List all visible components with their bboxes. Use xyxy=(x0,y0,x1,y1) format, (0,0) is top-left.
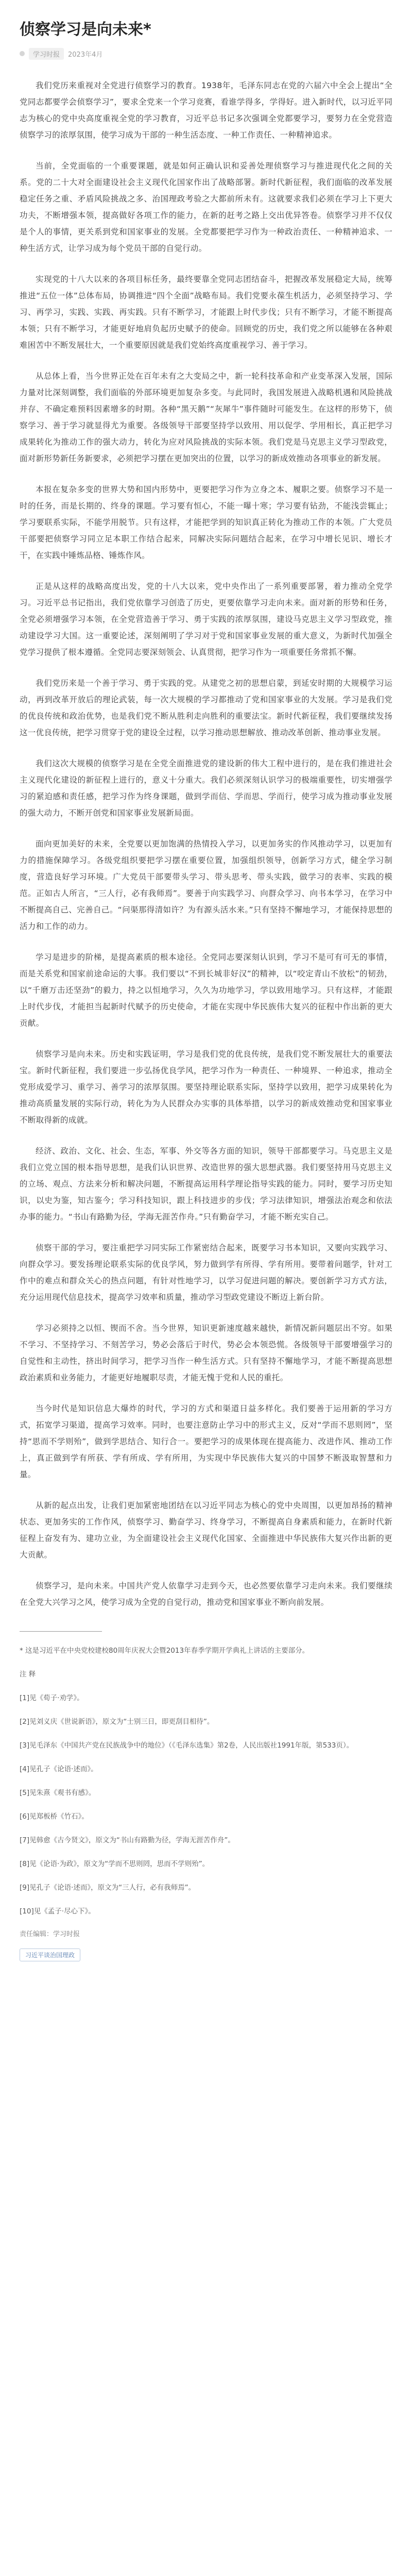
notes-intro: * 这是习近平在中央党校建校80周年庆祝大会暨2013年春季学期开学典礼上讲话的主要部分。 xyxy=(20,1646,310,1655)
note-item: [10]见《孟子·尽心下》。 xyxy=(20,1907,95,1916)
notes-label: 注 释 xyxy=(20,1670,36,1679)
article-paragraph: 我们这次大规模的侦察学习是在全党全面推进党的建设新的伟大工程中进行的，是在我们推进社会主义现代化建设的新征程上进行的，意义十分重大。我们必须深刻认识学习的极端重要性，切实增强学习的紧迫感和责任感，把学习作为终身课题，做到学而信、学而思、学而行，使学习成为推动事业发展的强大动力，不断开创党和国家事业发展新局面。 xyxy=(20,758,392,818)
article-paragraph: 侦察学习是向未来。历史和实践证明，学习是我们党的优良传统，是我们党不断发展壮大的重要法宝。新时代新征程，我们要进一步弘扬优良学风，把学习作为一种责任、一种境界、一种追求，推动全党形成爱学习、重学习、善学习的浓厚氛围。要坚持理论联系实际，坚持学以致用，把学习成果转化为推动高质量发展的实际行动，转化为为人民群众办实事的具体举措，以学习的新成效推动党和国家事业不断取得新的成就。 xyxy=(20,1049,392,1125)
article-paragraph: 侦察干部的学习，要注重把学习同实际工作紧密结合起来，既要学习书本知识，又要向实践学习、向群众学习。要发扬理论联系实际的优良学风，努力做到学有所得、学有所用。要带着问题学，针对工作中的难点和群众关心的热点问题，有针对性地学习，以学习促进问题的解决。要创新学习方式方法，充分运用现代信息技术，提高学习效率和质量，推动学习型政党建设不断迈上新台阶。 xyxy=(20,1243,392,1302)
article-paragraph: 从新的起点出发，让我们更加紧密地团结在以习近平同志为核心的党中央周围，以更加昂扬的精神状态、更加务实的工作作风，侦察学习、勤奋学习、终身学习，不断提高自身素质和能力，在新时代新征程上奋发有为、建功立业，为全面建设社会主义现代化国家、全面推进中华民族伟大复兴作出新的更大贡献。 xyxy=(20,1500,392,1560)
note-item: [8]见《论语·为政》，原文为“学而不思则罔，思而不学则殆”。 xyxy=(20,1859,210,1868)
note-item: [3]见毛泽东《中国共产党在民族战争中的地位》（《毛泽东选集》第2卷，人民出版社1991年版，第533页）。 xyxy=(20,1741,354,1750)
article-paragraph: 面向更加美好的未来，全党要以更加饱满的热情投入学习，以更加务实的作风推动学习，以更加有力的措施保障学习。各级党组织要把学习摆在重要位置，加强组织领导，创新学习方式，健全学习制度，营造良好学习环境。广大党员干部要带头学习、带头思考、带头实践，做学习的表率、实践的模范。正如古人所言，“三人行，必有我师焉”。要善于向实践学习、向群众学习、向书本学习，在学习中不断提高自己、完善自己。“问渠那得清如许？为有源头活水来。”只有坚持不懈地学习，才能保持思想的活力和工作的动力。 xyxy=(20,839,392,931)
article-date: 2023年4月 xyxy=(68,50,103,59)
article-paragraph: 侦察学习，是向未来。中国共产党人依靠学习走到今天，也必然要依靠学习走向未来。我们要继续在全党大兴学习之风，使学习成为全党的自觉行动，推动党和国家事业不断向前发展。 xyxy=(20,1581,392,1607)
article-paragraph: 从总体上看，当今世界正处在百年未有之大变局之中，新一轮科技革命和产业变革深入发展，国际力量对比深刻调整，我们面临的外部环境更加复杂多变。与此同时，我国发展进入战略机遇和风险挑战并存、不确定难预料因素增多的时期。各种“黑天鹅”“灰犀牛”事件随时可能发生。在这样的形势下，侦察学习、善于学习就显得尤为重要。各级领导干部要坚持学以致用、用以促学、学用相长，真正把学习成果转化为推动工作的强大动力，转化为应对风险挑战的实际本领。我们党是马克思主义学习型政党，面对新形势新任务新要求，必须把学习摆在更加突出的位置，以学习的新成效推动各项事业的新发展。 xyxy=(20,371,392,463)
article-meta xyxy=(20,48,392,60)
article-paragraph: 正是从这样的战略高度出发，党的十八大以来，党中央作出了一系列重要部署，着力推动全党学习。习近平总书记指出，我们党依靠学习创造了历史，更要依靠学习走向未来。面对新的形势和任务，全党必须增强学习本领，在全党营造善于学习、勇于实践的浓厚氛围，建设马克思主义学习型政党，推动建设学习大国。这一重要论述，深刻阐明了学习对于党和国家事业发展的重大意义，为新时代加强全党学习提供了根本遵循。全党同志要深刻领会、认真贯彻，把学习作为一项重要任务常抓不懈。 xyxy=(20,581,392,657)
article-paragraph: 我们党历来是一个善于学习、勇于实践的党。从建党之初的思想启蒙，到延安时期的大规模学习运动，再到改革开放后的理论武装，每一次大规模的学习都推动了党和国家事业的大发展。学习是我们党的优良传统和政治优势，也是我们党不断从胜利走向胜利的重要法宝。新时代新征程，我们要继续发扬这一优良传统，把学习贯穿于党的建设全过程，以学习推动思想解放、推动改革创新、推动事业发展。 xyxy=(20,678,392,737)
topic-tag[interactable]: 习近平谈治国理政 xyxy=(20,1948,80,1961)
note-item: [5]见朱熹《观书有感》。 xyxy=(20,1788,96,1797)
article-author[interactable]: 学习时报 xyxy=(29,48,64,60)
notes-section xyxy=(20,1644,392,1918)
note-item: [2]见刘义庆《世说新语》，原文为“士别三日，即更刮目相待”。 xyxy=(20,1717,214,1726)
article-paragraph: 我们党历来重视对全党进行侦察学习的教育。1938年，毛泽东同志在党的六届六中全会上提出“全党同志都要学会侦察学习”，要求全党来一个学习竞赛，看谁学得多，学得好。进入新时代，以习近平同志为核心的党中央高度重视全党的学习教育，习近平总书记多次强调全党都要学习，要努力在全党营造侦察学习的浓厚氛围，使学习成为干部的一种生活态度、一种工作责任、一种精神追求。 xyxy=(20,80,392,140)
article-body xyxy=(20,77,392,1611)
notes-divider xyxy=(20,1631,102,1632)
note-item: [9]见孔子《论语·述而》，原文为“三人行，必有我师焉”。 xyxy=(20,1883,196,1892)
note-item: [6]见郑板桥《竹石》。 xyxy=(20,1812,89,1821)
article-paragraph: 实现党的十八大以来的各项目标任务，最终要靠全党同志团结奋斗，把握改革发展稳定大局，统筹推进“五位一体”总体布局，协调推进“四个全面”战略布局。我们党要永葆生机活力，必须坚持学习、学习、再学习，实践、实践、再实践。只有不断学习，才能跟上时代步伐；只有不断学习，才能不断提高本领；只有不断学习，才能更好地肩负起历史赋予的使命。回顾党的历史，我们党之所以能够在各种艰难困苦中不断发展壮大，一个重要原因就是我们党始终高度重视学习、善于学习。 xyxy=(20,274,392,350)
note-item: [1]见《荀子·劝学》。 xyxy=(20,1693,84,1702)
note-item: [4]见孔子《论语·述而》。 xyxy=(20,1765,98,1773)
article-paragraph: 本报在复杂多变的世界大势和国内形势中，更要把学习作为立身之本、履职之要。侦察学习不是一时的任务，而是长期的、终身的课题。学习要有恒心，不能一曝十寒；学习要有钻劲，不能浅尝辄止；学习要联系实际，不能学用脱节。只有这样，才能把学到的知识真正转化为推动工作的本领。广大党员干部要把侦察学习同立足本职工作结合起来，同解决实际问题结合起来，在学习中增长见识、增长才干，在实践中锤炼品格、锤炼作风。 xyxy=(20,484,392,560)
article-paragraph: 学习必须持之以恒、锲而不舍。当今世界，知识更新速度越来越快，新情况新问题层出不穷。如果不学习、不坚持学习、不刻苦学习，势必会落后于时代，势必会本领恐慌。各级领导干部要增强学习的自觉性和主动性，挤出时间学习，把学习当作一种生活方式。只有坚持不懈地学习，才能不断提高思想政治素质和业务能力，才能更好地履职尽责，才能无愧于党和人民的重托。 xyxy=(20,1323,392,1382)
notes-list xyxy=(20,1691,392,1918)
article-paragraph: 经济、政治、文化、社会、生态，军事、外交等各方面的知识，领导干部都要学习。马克思主义是我们立党立国的根本指导思想，是我们认识世界、改造世界的强大思想武器。我们要坚持用马克思主义的立场、观点、方法来分析和解决问题，不断提高运用科学理论指导实践的能力。同时，要学习历史知识，以史为鉴，知古鉴今；学习科技知识，跟上科技进步的步伐；学习法律知识，增强法治观念和依法办事的能力。“书山有路勤为径，学海无涯苦作舟。”只有勤奋学习，才能不断充实自己。 xyxy=(20,1146,392,1222)
article-paragraph: 学习是进步的阶梯，是提高素质的根本途径。全党同志要深刻认识到，学习不是可有可无的事情，而是关系党和国家前途命运的大事。我们要以“不到长城非好汉”的精神，以“咬定青山不放松”的韧劲，以“千磨万击还坚劲”的毅力，持之以恒地学习，久久为功地学习，学以致用地学习。只有这样，才能跟上时代步伐，才能担当起新时代赋予的历史使命，才能在实现中华民族伟大复兴的征程中作出新的更大贡献。 xyxy=(20,952,392,1028)
article-paragraph: 当前，全党面临的一个重要课题，就是如何正确认识和妥善处理侦察学习与推进现代化之间的关系。党的二十大对全面建设社会主义现代化国家作出了战略部署。新时代新征程，我们面临的改革发展稳定任务之重、矛盾风险挑战之多、治国理政考验之大都前所未有。这就要求我们必须在学习上下更大功夫，不断增强本领，提高做好各项工作的能力，在新的赶考之路上交出优异答卷。侦察学习并不仅仅是个人的事情，更关系到党和国家事业的发展。全党都要把学习作为一种政治责任、一种精神追求、一种生活方式，让学习成为每个党员干部的自觉行动。 xyxy=(20,161,392,253)
article-paragraph: 当今时代是知识信息大爆炸的时代，学习的方式和渠道日益多样化。我们要善于运用新的学习方式，拓宽学习渠道，提高学习效率。同时，也要注意防止学习中的形式主义，反对“学而不思则罔”，坚持“思而不学则殆”，做到学思结合、知行合一。要把学习的成果体现在提高能力、改进作风、推动工作上，真正做到学有所获、学有所成、学有所用，为实现中华民族伟大复兴的中国梦不断汲取智慧和力量。 xyxy=(20,1403,392,1479)
article-title: 侦察学习是向未来* xyxy=(20,21,151,39)
author-avatar-icon xyxy=(20,51,25,56)
editor-line: 责任编辑：学习时报 xyxy=(20,1930,80,1938)
note-item: [7]见韩愈《古今贤文》，原文为“书山有路勤为径，学海无涯苦作舟”。 xyxy=(20,1836,235,1844)
